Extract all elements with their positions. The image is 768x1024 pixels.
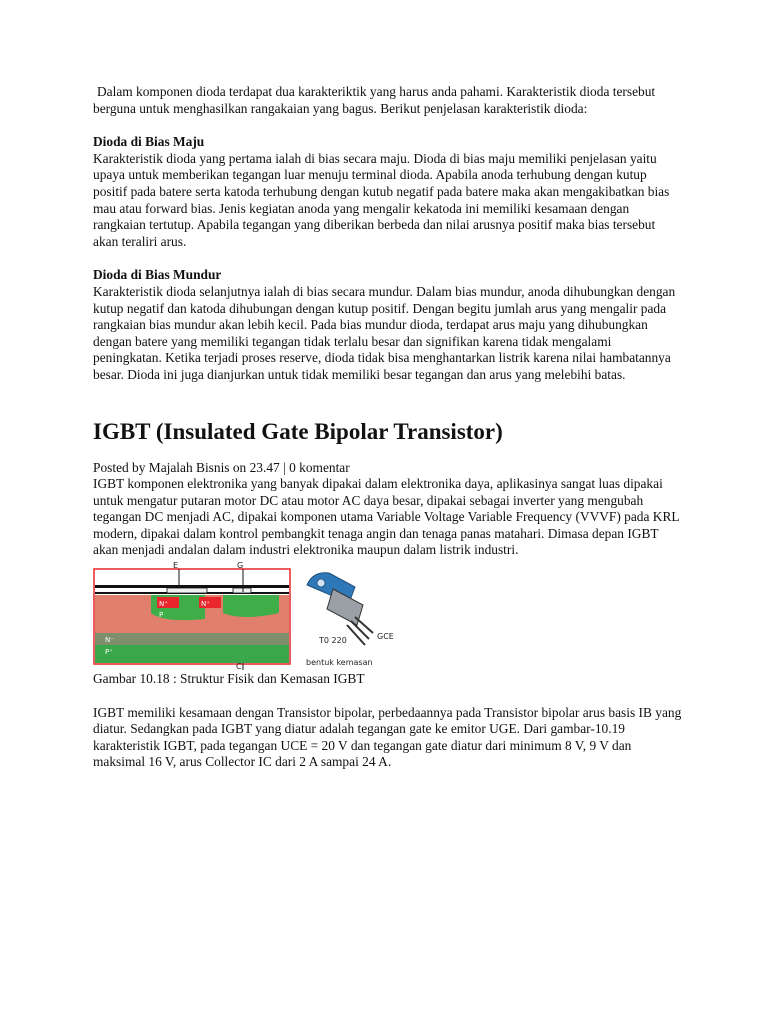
figure-caption: Gambar 10.18 : Struktur Fisik dan Kemasan IGBT	[93, 671, 365, 687]
label-p-plus: P⁺	[105, 648, 113, 657]
igbt-structure-image	[93, 561, 404, 670]
igbt-body-paragraph: IGBT komponen elektronika yang banyak dipakai dalam elektronika daya, aplikasinya sangat luas dipakai untuk mengatur putaran motor DC atau motor AC daya besar, dipakai sebagai inverter yang mengubah tegangan DC menjadi AC, dipakai komponen utama Variable Voltage Variable Frequency (VVVF) pada KRL modern, dipakai dalam kontrol pembangkit tenaga angin dan tenaga panas matahari. Dimasa depan IGBT akan menjadi andalan dalam industri elektronika maupun dalam listrik industri.	[93, 476, 680, 558]
package-caption-label: bentuk kemasan	[306, 658, 373, 668]
igbt-figure	[93, 561, 683, 670]
intro-paragraph: Dalam komponen dioda terdapat dua karakteriktik yang harus anda pahami. Karakteristik dioda tersebut berguna untuk menghasilkan rangakaian yang bagus. Berikut penjelasan karakteristik dioda:	[93, 84, 656, 116]
igbt-title: IGBT (Insulated Gate Bipolar Transistor)	[93, 418, 503, 444]
p-plus-layer	[95, 645, 289, 663]
emitter-metal	[95, 585, 289, 588]
svg-text:N⁺: N⁺	[201, 600, 210, 609]
document-page	[93, 84, 683, 771]
label-p: P	[159, 611, 164, 620]
n-minus-layer	[95, 633, 289, 645]
label-e: E	[173, 561, 179, 571]
package-pins-label: GCE	[377, 632, 394, 642]
package-name-label: T0 220	[319, 636, 347, 646]
igbt-closing-paragraph: IGBT memiliki kesamaan dengan Transistor bipolar, perbedaannya pada Transistor bipolar arus basis IB yang diatur. Sedangkan pada IGBT yang diatur adalah tegangan gate ke emitor UGE. Dari gambar-10.19 karakteristik IGBT, pada tegangan UCE = 20 V dan tegangan gate diatur dari minimum 8 V, 9 V dan maksimal 16 V, arus Collector IC dari 2 A sampai 24 A.	[93, 704, 682, 770]
label-c: C	[236, 662, 242, 671]
label-n-minus: N⁻	[105, 636, 114, 645]
section-text-bias-maju: Karakteristik dioda yang pertama ialah di bias secara maju. Dioda di bias maju memiliki penjelasan yaitu upaya untuk memberikan tegangan luar menuju terminal dioda. Apabila anoda terhubung dengan kutup positif pada batere serta katoda terhubung dengan kutub negatif pada batere maka akan mengakibatkan bias mau atau forward bias. Jenis kegiatan anoda yang mengalir kekatoda ini memiliki kesamaan dengan rangkaian tertutup. Apabila tegangan yang diberikan berbeda dan nilai arusnya positif maka bias tersebut akan teraliri arus.	[93, 150, 670, 249]
label-g: G	[237, 561, 244, 571]
section-heading-bias-maju: Dioda di Bias Maju	[93, 134, 205, 150]
section-heading-bias-mundur: Dioda di Bias Mundur	[93, 267, 222, 283]
post-meta: Posted by Majalah Bisnis on 23.47 | 0 komentar	[93, 459, 350, 475]
label-n-plus: N⁺	[159, 600, 168, 609]
section-text-bias-mundur: Karakteristik dioda selanjutnya ialah di bias secara mundur. Dalam bias mundur, anoda dihubungkan dengan kutup negatif dan katoda dihubungan dengan kutup positif. Dengan begitu jumlah arus yang mengalir pada rangkaian bias mundur akan lebih kecil. Pada bias mundur dioda, terdapat arus maju yang dihubungkan dengan batere yang memiliki tegangan tidak terlalu besar dan signifikan karena tidak mengalami peningkatan. Ketika terjadi proses reserve, dioda tidak bisa menghantarkan listrik karena nilai hambatannya besar. Dioda ini juga dianjurkan untuk tidak memiliki besar tegangan dan arus yang melebihi batas.	[93, 283, 676, 382]
